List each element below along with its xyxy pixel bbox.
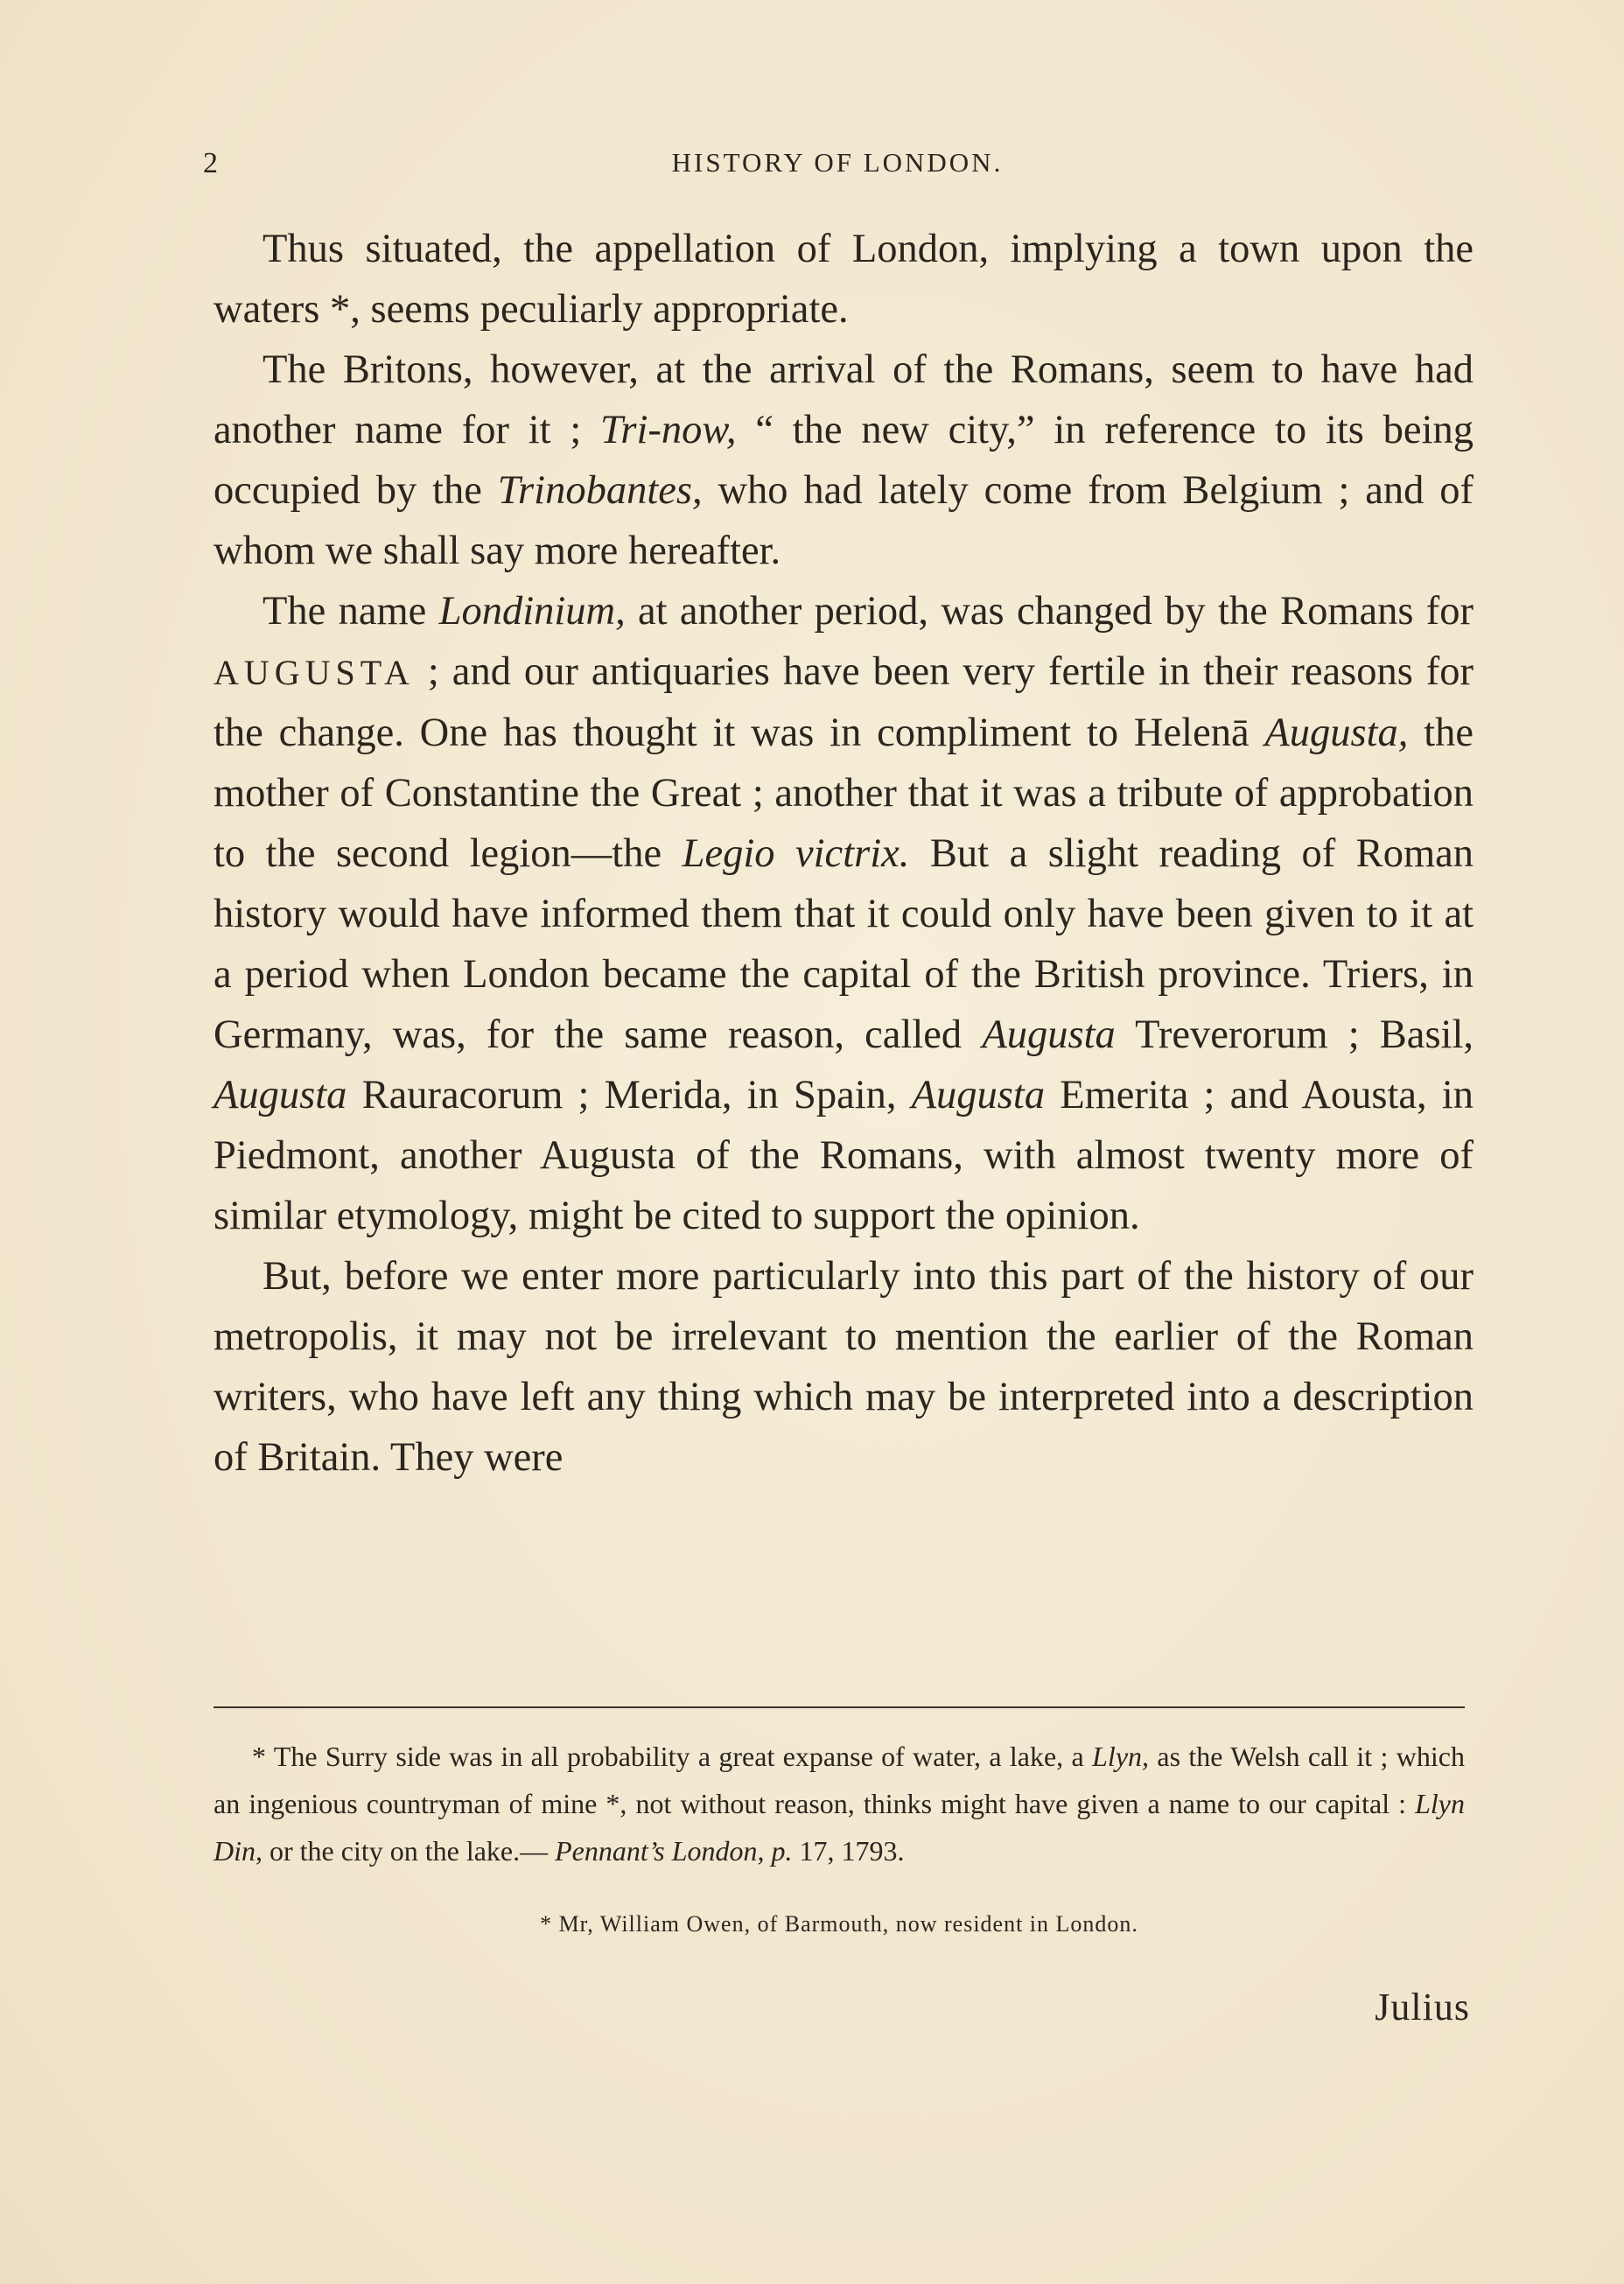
text-run: ; and our antiquaries have been very fertile in their reasons for the change. One has thought it was in compliment to Helenā [214,649,1474,755]
paragraph-3 [214,581,1474,1246]
footnote-1 [214,1733,1465,1874]
italic-run: Llyn, [1092,1741,1150,1772]
italic-run: Augusta [214,1073,347,1117]
italic-run: Trinobantes, [497,468,703,513]
text-run: * The Surry side was in all probability a great expanse of water, a lake, a [252,1741,1093,1772]
text-run: Emerita ; and Aousta, in Piedmont, another Augusta of the Romans, with almost twenty more of similar etymology, might be cited to support the opinion. [214,1073,1474,1238]
text-run: as the Welsh call it ; which an ingenious countryman of mine *, not without reason, thinks might have given a name to our capital : [214,1741,1466,1819]
text-run: 17, 1793. [792,1835,905,1867]
footnote-2: * Mr, William Owen, of Barmouth, now resident in London. [540,1911,1138,1937]
text-run: who had lately come from Belgium ; and of whom we shall say more hereafter. [214,468,1474,573]
text-run: at another period, was changed by the Romans for [625,589,1474,634]
text-run: “ the new city,” in reference to its being occupied by the [214,408,1474,513]
paragraph-4: But, before we enter more particularly into this part of the history of our metropolis, it may not be irrelevant to mention the earlier of the Roman writers, who have left any thing which may be interpreted into a description of Britain. They were [214,1254,1474,1480]
italic-run: Legio victrix. [682,831,910,876]
text-run: Treverorum ; Basil, [1115,1012,1474,1057]
footnotes [214,1733,1465,1948]
footnote-rule [214,1706,1465,1708]
text-run: or the city on the lake.— [262,1835,556,1867]
italic-run: Pennant’s London, p. [555,1835,793,1867]
paragraph-2 [214,340,1474,581]
text-run: The name [262,589,439,634]
italic-run: Llyn Din, [214,1788,1465,1867]
text-run: But a slight reading of Roman history would have informed them that it could only have been given to it at a period when London became the capital of the British province. Triers, in Germany, was, for the same reason, called [214,831,1474,1057]
text-run: The Britons, however, at the arrival of the Romans, seem to have had another name for it ; [214,347,1474,452]
page-header [203,147,1472,191]
text-run: Rauracorum ; Merida, in Spain, [346,1073,912,1117]
paragraph-1: Thus situated, the appellation of London, implying a town upon the waters *, seems peculiarly appropriate. [214,227,1474,332]
italic-run: Augusta [911,1073,1046,1117]
italic-run: Augusta, [1264,711,1409,755]
running-title: HISTORY OF LONDON. [671,147,1004,178]
text-run: the mother of Constantine the Great ; another that it was a tribute of approbation to the second legion—the [214,711,1474,876]
small-caps-run: AUGUSTA [214,653,415,692]
page-number: 2 [203,147,219,179]
italic-run: Tri-now, [600,408,737,452]
body-text [214,219,1474,1488]
italic-run: Augusta [982,1012,1116,1057]
catchword: Julius [1375,1986,1470,2028]
italic-run: Londinium, [438,589,626,634]
